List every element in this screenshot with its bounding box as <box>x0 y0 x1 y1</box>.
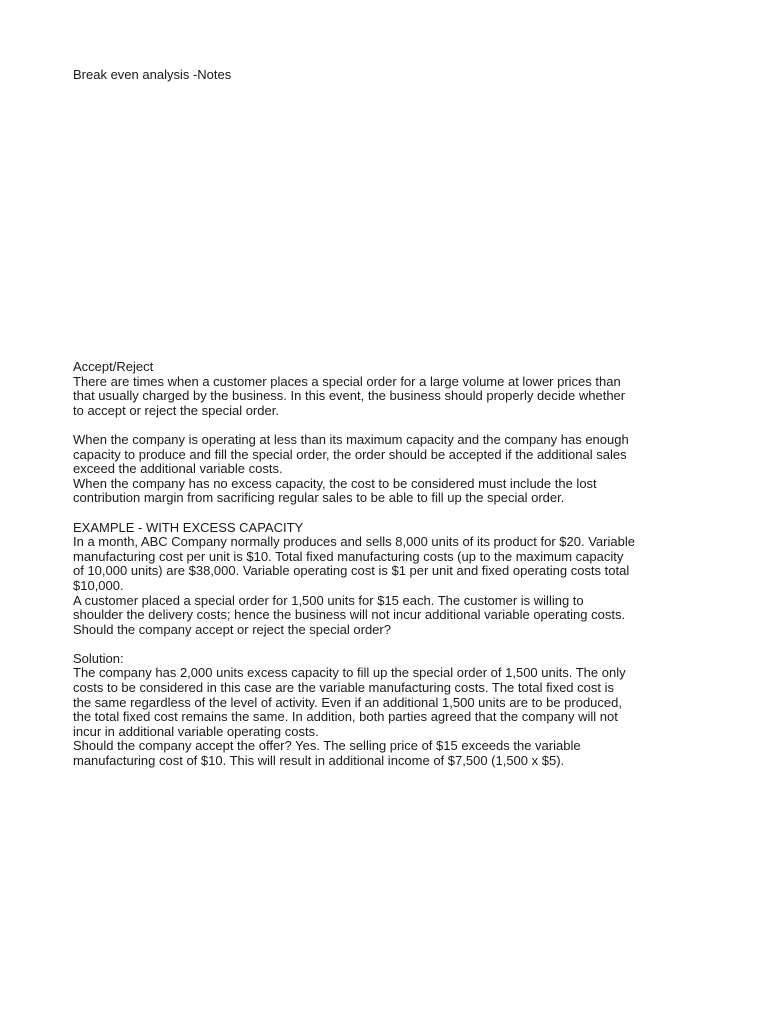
text-line: shoulder the delivery costs; hence the business will not incur additional variable operating costs. <box>73 607 626 623</box>
text-line: When the company has no excess capacity, the cost to be considered must include the lost <box>73 475 597 491</box>
paragraph-gap <box>73 637 703 652</box>
text-line: of 10,000 units) are $38,000. Variable operating cost is $1 per unit and fixed operating costs total <box>73 563 630 579</box>
text-line: to accept or reject the special order. <box>73 402 279 418</box>
text-line: EXAMPLE - WITH EXCESS CAPACITY <box>73 519 304 535</box>
text-line: manufacturing cost per unit is $10. Total fixed manufacturing costs (up to the maximum capacity <box>73 548 624 564</box>
text-line: Accept/Reject <box>73 359 154 374</box>
text-line: $10,000. <box>73 577 124 593</box>
text-line: Should the company accept or reject the special order? <box>73 621 391 637</box>
text-line: The company has 2,000 units excess capacity to fill up the special order of 1,500 units. The only <box>73 665 626 681</box>
text-line: costs to be considered in this case are the variable manufacturing costs. The total fixed cost is <box>73 680 614 696</box>
text-line: manufacturing cost of $10. This will result in additional income of $7,500 (1,500 x $5). <box>73 753 565 769</box>
text-line: that usually charged by the business. In this event, the business should properly decide whether <box>73 388 626 404</box>
text-line: capacity to produce and fill the special order, the order should be accepted if the additional sales <box>73 446 627 462</box>
text-line: incur in additional variable operating costs. <box>73 723 319 739</box>
document-body <box>73 360 703 769</box>
text-line: A customer placed a special order for 1,500 units for $15 each. The customer is willing to <box>73 592 584 608</box>
paragraph-gap <box>73 418 703 433</box>
text-line: When the company is operating at less than its maximum capacity and the company has enough <box>73 431 629 447</box>
text-line: the total fixed cost remains the same. In addition, both parties agreed that the company will not <box>73 709 618 725</box>
paragraph-gap <box>73 506 703 521</box>
text-line: contribution margin from sacrificing regular sales to be able to fill up the special order. <box>73 490 565 506</box>
text-line: exceed the additional variable costs. <box>73 461 283 477</box>
text-line: There are times when a customer places a special order for a large volume at lower prices than <box>73 373 621 389</box>
text-line: Solution: <box>73 650 124 666</box>
text-line: Should the company accept the offer? Yes. The selling price of $15 exceeds the variable <box>73 738 581 754</box>
document-title: Break even analysis -Notes <box>73 67 232 82</box>
text-line: the same regardless of the level of activity. Even if an additional 1,500 units are to be produced, <box>73 694 622 710</box>
text-line: In a month, ABC Company normally produces and sells 8,000 units of its product for $20. Variable <box>73 534 635 550</box>
